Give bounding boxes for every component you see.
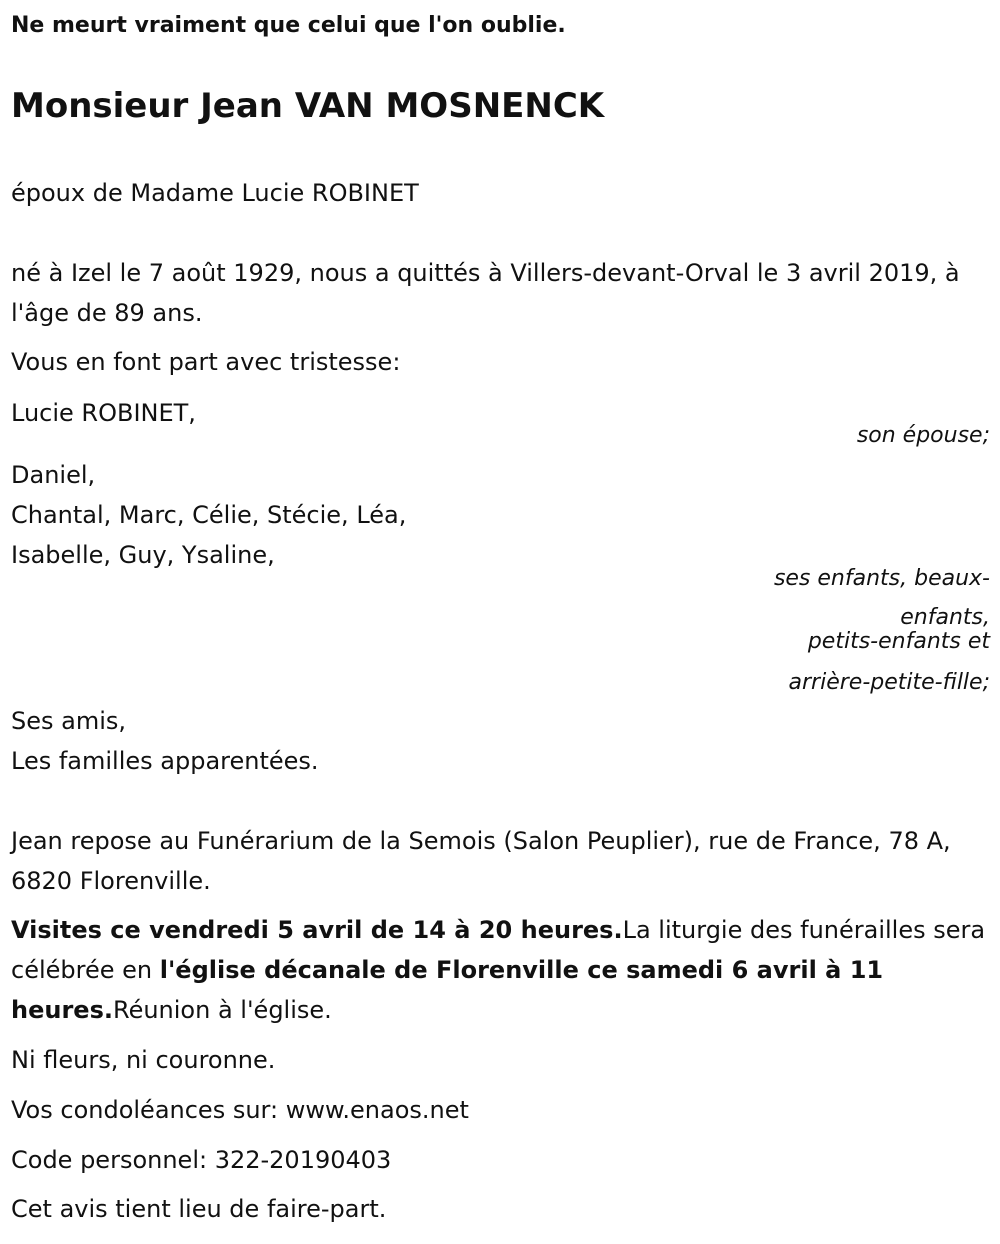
liturgy-text: La liturgie des funérailles sera célébrée en <box>11 916 986 984</box>
repose-text: Jean repose au Funérarium de la Semois (Salon Peuplier), rue de France, 78 A, 6820 Florenville. <box>11 827 951 895</box>
visits-text: Visites ce vendredi 5 avril de 14 à 20 heures. <box>11 916 623 944</box>
family-children-role: enfants, <box>900 605 990 630</box>
announce-intro: Vous en font part avec tristesse: <box>11 348 401 376</box>
church-text: l'église décanale de Florenville ce samedi 6 avril à 11 heures. <box>11 956 884 1024</box>
flowers-text: Ni fleurs, ni couronne. <box>11 1046 276 1074</box>
personal-code-text: Code personnel: 322-20190403 <box>11 1146 392 1174</box>
deceased-name: Monsieur Jean VAN MOSNENCK <box>11 86 605 126</box>
spouse-line: époux de Madame Lucie ROBINET <box>11 179 419 207</box>
family-children-role: petits-enfants et <box>807 629 990 654</box>
family-children-line: Isabelle, Guy, Ysaline, <box>11 541 275 569</box>
family-relatives: Les familles apparentées. <box>11 747 319 775</box>
family-children-line: Chantal, Marc, Célie, Stécie, Léa, <box>11 501 407 529</box>
condolences-text: Vos condoléances sur: www.enaos.net <box>11 1096 469 1124</box>
family-children-line: Daniel, <box>11 461 96 489</box>
epigraph: Ne meurt vraiment que celui que l'on oublie. <box>11 13 566 38</box>
family-friends: Ses amis, <box>11 707 127 735</box>
ceremony-text <box>11 910 986 1030</box>
family-children-role: arrière-petite-fille; <box>788 670 990 695</box>
family-children-role: ses enfants, beaux- <box>773 566 990 591</box>
family-spouse-role: son épouse; <box>856 423 990 448</box>
birth-death-text: né à Izel le 7 août 1929, nous a quittés à Villers-devant-Orval le 3 avril 2019, à l'âge de 89 ans. <box>11 259 960 327</box>
closing-text: Cet avis tient lieu de faire-part. <box>11 1195 387 1223</box>
meeting-text: Réunion à l'église. <box>112 996 332 1024</box>
family-spouse-name: Lucie ROBINET, <box>11 399 196 427</box>
